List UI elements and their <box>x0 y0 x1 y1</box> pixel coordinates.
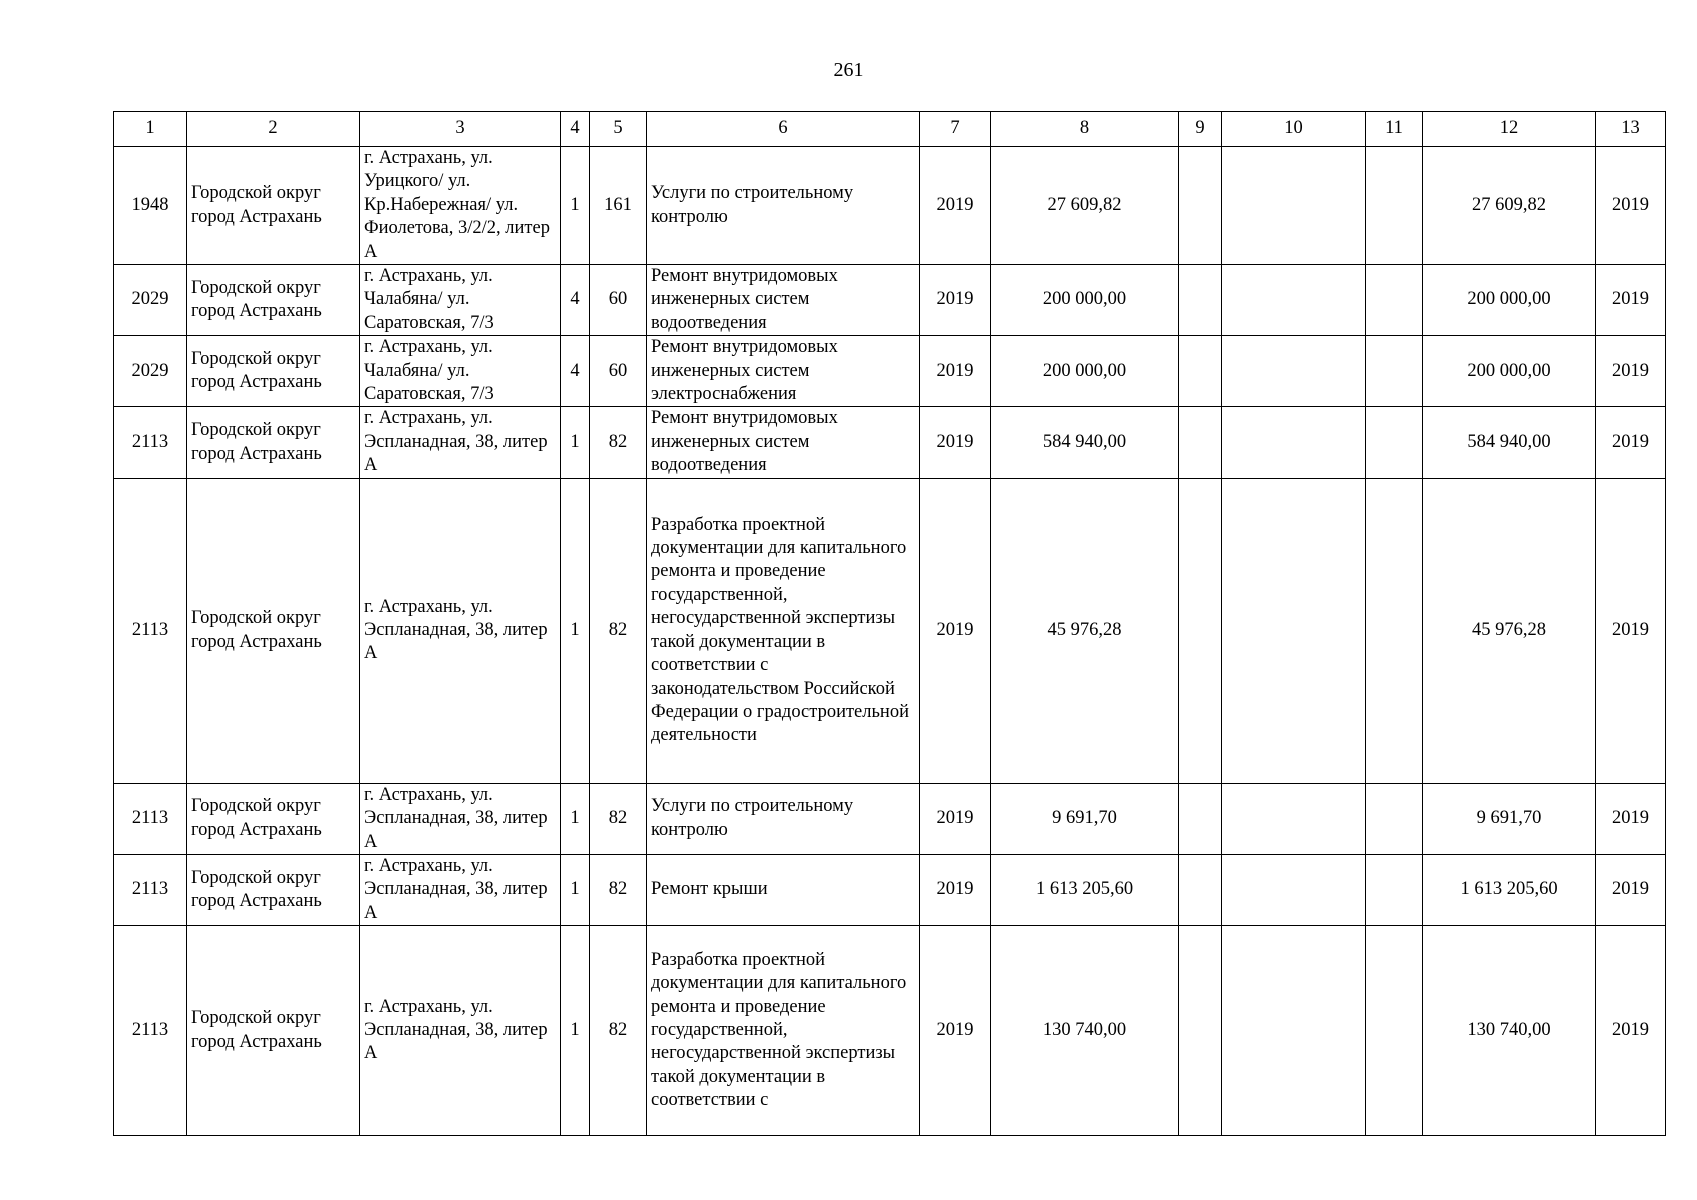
address-cell: г. Астрахань, ул. Чалабяна/ ул. Саратовская, 7/3 <box>360 336 561 407</box>
col9-cell <box>1179 265 1222 336</box>
address-cell: г. Астрахань, ул. Эспланадная, 38, литер А <box>360 407 561 478</box>
municipality-cell: Городской округ город Астрахань <box>187 407 360 478</box>
address-cell: г. Астрахань, ул. Эспланадная, 38, литер А <box>360 854 561 925</box>
municipality-cell: Городской округ город Астрахань <box>187 265 360 336</box>
col10-cell <box>1222 147 1366 265</box>
table-row <box>114 336 1666 407</box>
year-cell: 2019 <box>920 407 991 478</box>
row-id: 2113 <box>114 407 187 478</box>
total-cost-cell: 130 740,00 <box>991 926 1179 1136</box>
col10-cell <box>1222 854 1366 925</box>
table-row <box>114 265 1666 336</box>
year-cell: 2019 <box>920 926 991 1136</box>
header-cell: 7 <box>920 112 991 147</box>
year-cell: 2019 <box>920 265 991 336</box>
year-cell: 2019 <box>920 783 991 854</box>
header-cell: 1 <box>114 112 187 147</box>
col11-cell <box>1366 478 1423 783</box>
address-cell: г. Астрахань, ул. Урицкого/ ул. Кр.Набережная/ ул. Фиолетова, 3/2/2, литер А <box>360 147 561 265</box>
col13-cell: 2019 <box>1596 265 1666 336</box>
col9-cell <box>1179 783 1222 854</box>
col13-cell: 2019 <box>1596 478 1666 783</box>
col11-cell <box>1366 336 1423 407</box>
work-type-cell: Ремонт крыши <box>647 854 920 925</box>
col4-cell: 1 <box>561 407 590 478</box>
col13-cell: 2019 <box>1596 147 1666 265</box>
work-type-cell: Ремонт внутридомовых инженерных систем водоотведения <box>647 265 920 336</box>
table-row <box>114 147 1666 265</box>
year-cell: 2019 <box>920 478 991 783</box>
header-cell: 2 <box>187 112 360 147</box>
address-cell: г. Астрахань, ул. Эспланадная, 38, литер А <box>360 926 561 1136</box>
municipality-cell: Городской округ город Астрахань <box>187 926 360 1136</box>
row-id: 1948 <box>114 147 187 265</box>
col5-cell: 161 <box>590 147 647 265</box>
col12-cell: 200 000,00 <box>1423 336 1596 407</box>
col5-cell: 60 <box>590 336 647 407</box>
col13-cell: 2019 <box>1596 783 1666 854</box>
table-row <box>114 478 1666 783</box>
header-cell: 12 <box>1423 112 1596 147</box>
page-number: 261 <box>833 59 864 81</box>
work-schedule-table <box>113 111 1666 1136</box>
total-cost-cell: 1 613 205,60 <box>991 854 1179 925</box>
municipality-cell: Городской округ город Астрахань <box>187 336 360 407</box>
col13-cell: 2019 <box>1596 926 1666 1136</box>
row-id: 2029 <box>114 336 187 407</box>
header-cell: 3 <box>360 112 561 147</box>
col10-cell <box>1222 265 1366 336</box>
col5-cell: 82 <box>590 854 647 925</box>
year-cell: 2019 <box>920 854 991 925</box>
municipality-cell: Городской округ город Астрахань <box>187 854 360 925</box>
col11-cell <box>1366 407 1423 478</box>
row-id: 2113 <box>114 854 187 925</box>
col12-cell: 1 613 205,60 <box>1423 854 1596 925</box>
col4-cell: 1 <box>561 783 590 854</box>
header-cell: 13 <box>1596 112 1666 147</box>
work-type-cell: Ремонт внутридомовых инженерных систем водоотведения <box>647 407 920 478</box>
table-row <box>114 783 1666 854</box>
col11-cell <box>1366 147 1423 265</box>
col12-cell: 27 609,82 <box>1423 147 1596 265</box>
col13-cell: 2019 <box>1596 407 1666 478</box>
header-cell: 10 <box>1222 112 1366 147</box>
total-cost-cell: 584 940,00 <box>991 407 1179 478</box>
col11-cell <box>1366 854 1423 925</box>
col9-cell <box>1179 407 1222 478</box>
col9-cell <box>1179 147 1222 265</box>
col12-cell: 45 976,28 <box>1423 478 1596 783</box>
work-type-cell: Разработка проектной документации для капитального ремонта и проведение государственной, негосударственной экспертизы такой документации в соответствии с законодательством Российской Федерации о градостроительной деятельности <box>647 478 920 783</box>
col12-cell: 9 691,70 <box>1423 783 1596 854</box>
col10-cell <box>1222 407 1366 478</box>
col11-cell <box>1366 783 1423 854</box>
total-cost-cell: 45 976,28 <box>991 478 1179 783</box>
header-cell: 8 <box>991 112 1179 147</box>
col10-cell <box>1222 478 1366 783</box>
col9-cell <box>1179 854 1222 925</box>
municipality-cell: Городской округ город Астрахань <box>187 783 360 854</box>
work-type-cell: Услуги по строительному контролю <box>647 783 920 854</box>
address-cell: г. Астрахань, ул. Эспланадная, 38, литер А <box>360 783 561 854</box>
col4-cell: 1 <box>561 926 590 1136</box>
col10-cell <box>1222 336 1366 407</box>
total-cost-cell: 200 000,00 <box>991 336 1179 407</box>
col5-cell: 60 <box>590 265 647 336</box>
header-row <box>114 112 1666 147</box>
col10-cell <box>1222 926 1366 1136</box>
col4-cell: 4 <box>561 265 590 336</box>
row-id: 2113 <box>114 478 187 783</box>
table-row <box>114 926 1666 1136</box>
year-cell: 2019 <box>920 147 991 265</box>
col5-cell: 82 <box>590 478 647 783</box>
col11-cell <box>1366 265 1423 336</box>
col13-cell: 2019 <box>1596 336 1666 407</box>
col4-cell: 4 <box>561 336 590 407</box>
col4-cell: 1 <box>561 854 590 925</box>
col5-cell: 82 <box>590 926 647 1136</box>
col12-cell: 130 740,00 <box>1423 926 1596 1136</box>
header-cell: 6 <box>647 112 920 147</box>
col9-cell <box>1179 336 1222 407</box>
work-type-cell: Ремонт внутридомовых инженерных систем электроснабжения <box>647 336 920 407</box>
col10-cell <box>1222 783 1366 854</box>
header-cell: 5 <box>590 112 647 147</box>
col4-cell: 1 <box>561 147 590 265</box>
col12-cell: 200 000,00 <box>1423 265 1596 336</box>
row-id: 2113 <box>114 926 187 1136</box>
row-id: 2029 <box>114 265 187 336</box>
header-cell: 11 <box>1366 112 1423 147</box>
total-cost-cell: 200 000,00 <box>991 265 1179 336</box>
col11-cell <box>1366 926 1423 1136</box>
header-cell: 4 <box>561 112 590 147</box>
address-cell: г. Астрахань, ул. Чалабяна/ ул. Саратовская, 7/3 <box>360 265 561 336</box>
municipality-cell: Городской округ город Астрахань <box>187 478 360 783</box>
work-type-cell: Услуги по строительному контролю <box>647 147 920 265</box>
col9-cell <box>1179 926 1222 1136</box>
total-cost-cell: 9 691,70 <box>991 783 1179 854</box>
col5-cell: 82 <box>590 407 647 478</box>
municipality-cell: Городской округ город Астрахань <box>187 147 360 265</box>
table-row <box>114 854 1666 925</box>
col4-cell: 1 <box>561 478 590 783</box>
row-id: 2113 <box>114 783 187 854</box>
header-cell: 9 <box>1179 112 1222 147</box>
work-type-cell: Разработка проектной документации для капитального ремонта и проведение государственной, негосударственной экспертизы такой документации в соответствии с <box>647 926 920 1136</box>
col12-cell: 584 940,00 <box>1423 407 1596 478</box>
col13-cell: 2019 <box>1596 854 1666 925</box>
address-cell: г. Астрахань, ул. Эспланадная, 38, литер А <box>360 478 561 783</box>
table-row <box>114 407 1666 478</box>
col5-cell: 82 <box>590 783 647 854</box>
col9-cell <box>1179 478 1222 783</box>
year-cell: 2019 <box>920 336 991 407</box>
total-cost-cell: 27 609,82 <box>991 147 1179 265</box>
